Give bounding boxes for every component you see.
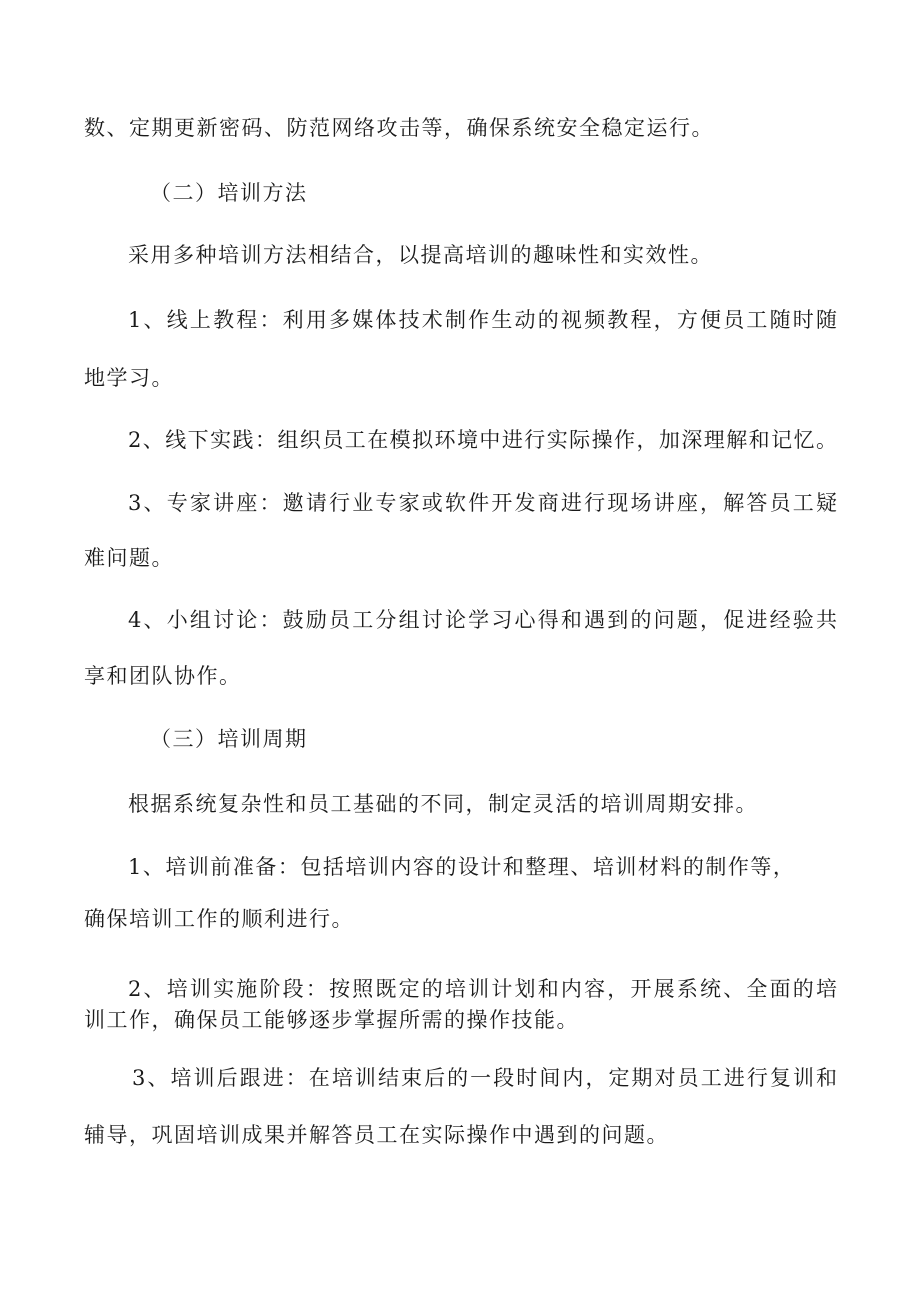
section-heading: （三）培训周期: [150, 727, 308, 751]
list-item-line: 享和团队协作。: [84, 664, 242, 688]
list-item-line: 1、培训前准备：包括培训内容的设计和整理、培训材料的制作等，: [128, 855, 796, 879]
list-item-line: 确保培训工作的顺利进行。: [84, 907, 354, 931]
list-item-line: 2、培训实施阶段：按照既定的培训计划和内容，开展系统、全面的培: [128, 977, 837, 1001]
list-item-line: 难问题。: [84, 546, 174, 570]
section-heading: （二）培训方法: [150, 181, 308, 205]
list-item-line: 3、培训后跟进：在培训结束后的一段时间内，定期对员工进行复训和: [132, 1066, 837, 1090]
paragraph-line: 采用多种培训方法相结合，以提高培训的趣味性和实效性。: [128, 243, 713, 267]
paragraph-line: 根据系统复杂性和员工基础的不同，制定灵活的培训周期安排。: [128, 792, 758, 816]
list-item-line: 训工作，确保员工能够逐步掌握所需的操作技能。: [84, 1008, 579, 1032]
list-item-line: 辅导，巩固培训成果并解答员工在实际操作中遇到的问题。: [84, 1123, 669, 1147]
list-item-line: 1、线上教程：利用多媒体技术制作生动的视频教程，方便员工随时随: [128, 308, 837, 332]
list-item-line: 3、专家讲座：邀请行业专家或软件开发商进行现场讲座，解答员工疑: [128, 491, 837, 515]
list-item-line: 2、线下实践：组织员工在模拟环境中进行实际操作，加深理解和记忆。: [128, 428, 837, 452]
list-item-line: 地学习。: [84, 366, 174, 390]
paragraph-line: 数、定期更新密码、防范网络攻击等，确保系统安全稳定运行。: [84, 116, 714, 140]
list-item-line: 4、小组讨论：鼓励员工分组讨论学习心得和遇到的问题，促进经验共: [128, 608, 837, 632]
